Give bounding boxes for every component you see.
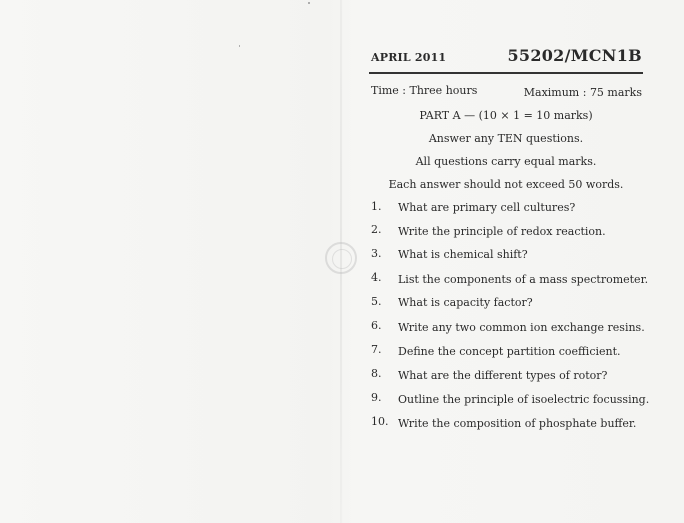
question-text: What are the different types of rotor? xyxy=(398,369,608,382)
question-text: What are primary cell cultures? xyxy=(398,201,576,214)
question-text: Write any two common ion exchange resins. xyxy=(398,321,645,334)
question-number: 4. xyxy=(371,271,382,284)
watermark-seal xyxy=(325,242,357,274)
question-number: 7. xyxy=(371,343,382,356)
question-number: 8. xyxy=(371,367,382,380)
exam-duration: Time : Three hours xyxy=(371,84,478,97)
question-text: Write the composition of phosphate buffer. xyxy=(398,417,637,430)
header-rule xyxy=(369,72,643,74)
instruction-equal-marks: All questions carry equal marks. xyxy=(415,155,597,168)
question-text: Write the principle of redox reaction. xyxy=(398,225,606,238)
question-number: 5. xyxy=(371,295,382,308)
section-title: PART A — (10 × 1 = 10 marks) xyxy=(419,109,593,122)
question-text: Outline the principle of isoelectric focussing. xyxy=(398,393,650,406)
question-number: 2. xyxy=(371,223,382,236)
exam-date: APRIL 2011 xyxy=(371,51,447,64)
paper-speck xyxy=(239,45,240,47)
question-text: List the components of a mass spectrometer. xyxy=(398,273,649,286)
question-number: 10. xyxy=(371,415,389,428)
question-number: 9. xyxy=(371,391,382,404)
question-text: What is capacity factor? xyxy=(398,296,533,309)
paper-code: 55202/MCN1B xyxy=(507,46,642,65)
question-text: Define the concept partition coefficient. xyxy=(398,345,621,358)
instruction-answer-ten: Answer any TEN questions. xyxy=(428,132,584,145)
question-number: 1. xyxy=(371,200,382,213)
question-text: What is chemical shift? xyxy=(398,248,528,261)
maximum-marks: Maximum : 75 marks xyxy=(523,86,642,99)
instruction-word-limit: Each answer should not exceed 50 words. xyxy=(388,178,624,191)
question-number: 6. xyxy=(371,319,382,332)
question-number: 3. xyxy=(371,247,382,260)
paper-speck xyxy=(308,2,310,4)
